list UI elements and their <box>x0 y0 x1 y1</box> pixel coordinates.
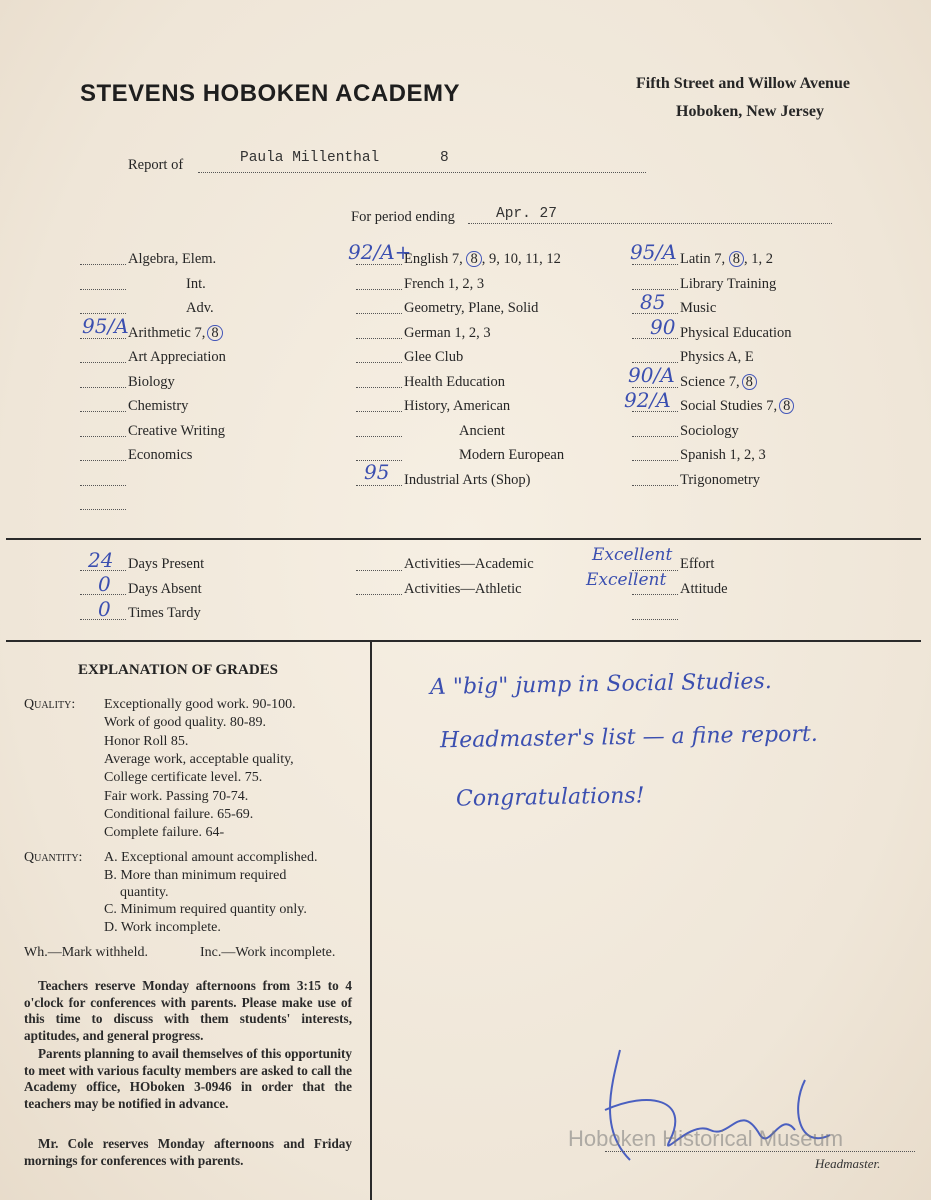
subject-history: History, American <box>404 398 511 414</box>
subject-english: English 7, 8 , 9, 10, 11, 12 <box>404 251 561 267</box>
subject-pe: Physical Education <box>680 325 792 341</box>
subject-geometry: Geometry, Plane, Solid <box>404 300 539 316</box>
divider-top <box>6 538 921 540</box>
quality-line-3: Honor Roll 85. <box>104 734 189 749</box>
subject-economics: Economics <box>128 447 193 463</box>
explanation-title: EXPLANATION OF GRADES <box>78 662 279 678</box>
comment-line-1: A "big" jump in Social Studies. <box>429 669 772 700</box>
days-present-label: Days Present <box>128 556 205 572</box>
subject-physics: Physics A, E <box>680 349 754 365</box>
subject-social-studies: Social Studies 7, 8 <box>680 398 794 415</box>
quality-line-8: Complete failure. 64- <box>104 825 225 840</box>
grade-pe: 90 <box>650 315 676 339</box>
divider-vertical <box>370 640 372 1200</box>
watermark: Hoboken Historical Museum <box>568 1126 844 1151</box>
subject-glee-club: Glee Club <box>404 349 464 365</box>
quantity-b-cont: quantity. <box>120 885 169 900</box>
quality-line-6: Fair work. Passing 70-74. <box>104 789 249 804</box>
subject-chemistry: Chemistry <box>128 398 189 414</box>
grade-science: 90/A <box>628 363 675 387</box>
subject-science: Science 7, 8 <box>680 374 757 391</box>
effort-value: Excellent <box>592 545 673 565</box>
days-present-value: 24 <box>88 548 114 572</box>
grade-music: 85 <box>640 290 666 314</box>
subject-creative-writing: Creative Writing <box>128 423 225 439</box>
subject-algebra: Algebra, Elem. <box>128 251 217 267</box>
subject-latin: Latin 7, 8 , 1, 2 <box>680 251 773 267</box>
subject-int: Int. <box>186 276 206 292</box>
subject-trigonometry: Trigonometry <box>680 472 761 488</box>
subject-music: Music <box>680 300 717 316</box>
subject-industrial-arts: Industrial Arts (Shop) <box>404 472 531 488</box>
quality-line-2: Work of good quality. 80-89. <box>104 715 267 730</box>
effort-label: Effort <box>680 556 715 572</box>
days-absent-label: Days Absent <box>128 581 202 597</box>
report-of-label: Report of <box>128 157 184 173</box>
attitude-label: Attitude <box>680 581 728 597</box>
period-ending-label: For period ending <box>351 209 455 225</box>
quality-line-1: Exceptionally good work. 90-100. <box>104 697 296 712</box>
times-tardy-value: 0 <box>98 597 111 621</box>
divider-middle <box>6 640 921 642</box>
headmaster-paragraph: Mr. Cole reserves Monday afternoons and Friday mornings for conferences with parents. <box>24 1136 352 1168</box>
quantity-c: C. Minimum required quantity only. <box>104 902 307 917</box>
days-absent-value: 0 <box>98 572 111 596</box>
subject-art: Art Appreciation <box>128 349 226 365</box>
subject-arithmetic: Arithmetic 7, 8 <box>128 325 223 342</box>
activities-athletic-label: Activities—Athletic <box>404 581 522 597</box>
headmaster-label: Headmaster. <box>815 1156 881 1171</box>
subject-spanish: Spanish 1, 2, 3 <box>680 447 766 463</box>
attitude-value: Excellent <box>586 570 667 590</box>
quantity-d: D. Work incomplete. <box>104 920 221 935</box>
subject-german: German 1, 2, 3 <box>404 325 491 341</box>
period-ending-value: Apr. 27 <box>496 206 557 222</box>
subject-french: French 1, 2, 3 <box>404 276 485 292</box>
grade-latin: 95/A <box>630 240 677 264</box>
parents-paragraph: Parents planning to avail themselves of this opportunity to meet with various faculty members are asked to call the Academy office, HOboken 3-0946 in order that the teachers may be notified in advance. <box>24 1046 352 1111</box>
conference-paragraph: Teachers reserve Monday afternoons from 3:15 to 4 o'clock for conferences with parents. Please make use of this time to discuss with them students' interests, aptitudes, and general progress. <box>24 978 352 1043</box>
subject-library: Library Training <box>680 276 777 292</box>
grade-english: 92/A+ <box>348 240 412 264</box>
quality-line-5: College certificate level. 75. <box>104 770 263 785</box>
period-ending-line <box>468 223 832 224</box>
address-line-1: Fifth Street and Willow Avenue <box>636 75 850 92</box>
quantity-b: B. More than minimum required <box>104 868 287 883</box>
quality-label: Quality: <box>24 697 76 712</box>
subject-sociology: Sociology <box>680 423 739 439</box>
subject-adv: Adv. <box>186 300 214 316</box>
quality-line-7: Conditional failure. 65-69. <box>104 807 254 822</box>
student-grade: 8 <box>440 150 449 166</box>
times-tardy-label: Times Tardy <box>128 605 201 621</box>
quality-line-4: Average work, acceptable quality, <box>104 752 294 767</box>
grade-arithmetic: 95/A <box>82 314 129 338</box>
comment-line-2: Headmaster's list — a fine report. <box>439 721 818 754</box>
report-of-line <box>198 172 646 173</box>
subject-biology: Biology <box>128 374 175 390</box>
student-name: Paula Millenthal <box>240 150 380 166</box>
activities-academic-label: Activities—Academic <box>404 556 534 572</box>
incomplete-note: Inc.—Work incomplete. <box>200 945 336 960</box>
grade-social-studies: 92/A <box>624 388 671 412</box>
address-line-2: Hoboken, New Jersey <box>676 103 824 120</box>
comment-line-3: Congratulations! <box>455 783 645 812</box>
withheld-note: Wh.—Mark withheld. <box>24 945 149 960</box>
quantity-label: Quantity: <box>24 850 83 865</box>
subject-ancient: Ancient <box>459 423 505 439</box>
grade-industrial-arts: 95 <box>364 460 390 484</box>
quantity-a: A. Exceptional amount accomplished. <box>104 850 318 865</box>
school-name: STEVENS HOBOKEN ACADEMY <box>80 80 460 107</box>
subject-health: Health Education <box>404 374 506 390</box>
subject-modern-european: Modern European <box>459 447 565 463</box>
